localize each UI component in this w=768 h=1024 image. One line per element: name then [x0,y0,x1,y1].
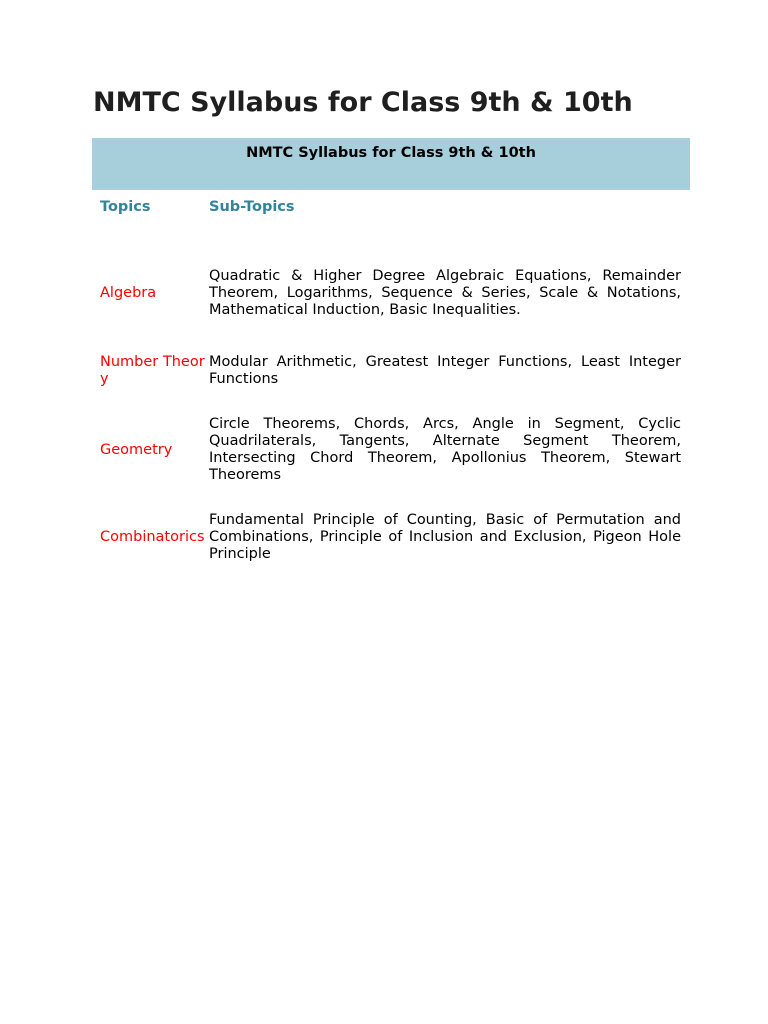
page-title: NMTC Syllabus for Class 9th & 10th [93,87,633,118]
table-row [92,242,690,344]
column-header-row [92,190,690,242]
table-caption-row [92,138,690,190]
table-caption: NMTC Syllabus for Class 9th & 10th [92,138,690,190]
table-row [92,398,690,502]
topic-geometry: Geometry [100,441,173,458]
subtopics-column-header: Sub-Topics [209,199,295,215]
topics-column-header: Topics [100,199,151,215]
subtopics-number-theory: Modular Arithmetic, Greatest Integer Functions, Least Integer Functions [209,354,681,387]
topic-combinatorics: Combinatorics [100,528,205,545]
topic-number-theory: Number Theory [100,354,205,387]
topic-algebra: Algebra [100,284,157,301]
subtopics-algebra: Quadratic & Higher Degree Algebraic Equations, Remainder Theorem, Logarithms, Sequence & Series, Scale & Notations, Mathematical Induction, Basic Inequalities. [209,267,681,318]
table-row [92,502,690,572]
table-row [92,344,690,398]
subtopics-combinatorics: Fundamental Principle of Counting, Basic of Permutation and Combinations, Principle of Inclusion and Exclusion, Pigeon Hole Principle [209,511,681,562]
syllabus-table [92,138,690,572]
subtopics-geometry: Circle Theorems, Chords, Arcs, Angle in Segment, Cyclic Quadrilaterals, Tangents, Alternate Segment Theorem, Intersecting Chord Theorem, Apollonius Theorem, Stewart Theorems [209,416,681,483]
